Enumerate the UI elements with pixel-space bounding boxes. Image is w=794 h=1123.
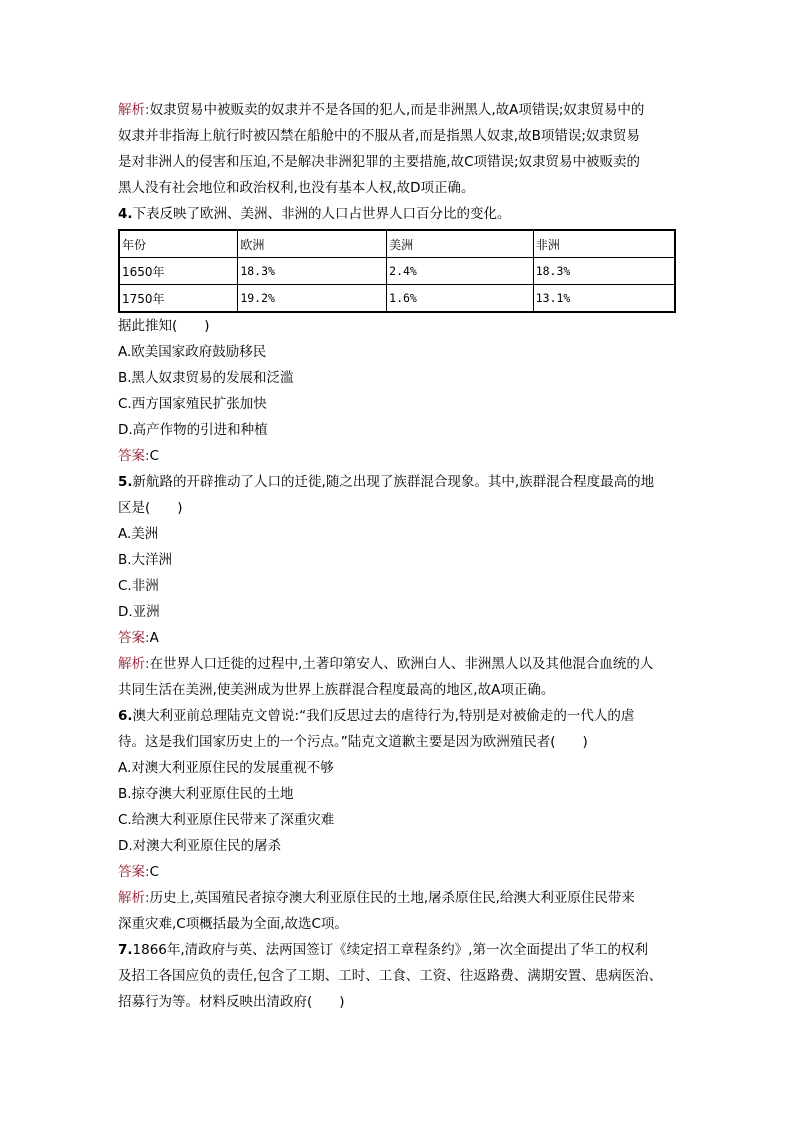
- explanation-line: 解析:历史上,英国殖民者掠夺澳大利亚原住民的土地,屠杀原住民,给澳大利亚原住民带来: [118, 890, 635, 906]
- option-c: C.给澳大利亚原住民带来了深重灾难: [118, 812, 335, 828]
- answer-line: [118, 859, 678, 885]
- option-b: B.掠夺澳大利亚原住民的土地: [118, 786, 294, 802]
- question-4-prompt: 据此推知( ): [118, 318, 210, 334]
- question-7-stem: 招募行为等。材料反映出清政府( ): [118, 994, 345, 1010]
- option-c: C.非洲: [118, 578, 159, 594]
- table-cell: 1750年: [119, 285, 238, 313]
- table-cell: 1650年: [119, 258, 238, 285]
- question-number: 7.: [118, 942, 133, 958]
- option-c: C.西方国家殖民扩张加快: [118, 396, 267, 412]
- question-5-stem: 5.新航路的开辟推动了人口的迁徙,随之出现了族群混合现象。其中,族群混合程度最高的地: [118, 474, 655, 490]
- question-4-stem: 4.下表反映了欧洲、美洲、非洲的人口占世界人口百分比的变化。: [118, 206, 511, 222]
- question-5-stem: 区是( ): [118, 500, 183, 516]
- answer-line: [118, 443, 678, 469]
- table-header: 非洲: [533, 230, 675, 258]
- explanation-line: 深重灾难,C项概括最为全面,故选C项。: [118, 916, 348, 932]
- question-number: 6.: [118, 708, 133, 724]
- answer-value: C: [149, 448, 159, 464]
- option-d: D.对澳大利亚原住民的屠杀: [118, 838, 282, 854]
- answer-label: 答案:: [118, 630, 150, 646]
- explanation-line: 共同生活在美洲,使美洲成为世界上族群混合程度最高的地区,故A项正确。: [118, 682, 555, 698]
- table-header-row: [119, 230, 675, 258]
- population-table: [118, 229, 676, 313]
- option-d: D.亚洲: [118, 604, 160, 620]
- question-number: 4.: [118, 206, 133, 222]
- option-a: A.对澳大利亚原住民的发展重视不够: [118, 760, 334, 776]
- explanation-line: 解析:奴隶贸易中被贩卖的奴隶并不是各国的犯人,而是非洲黑人,故A项错误;奴隶贸易中的: [118, 102, 645, 118]
- question-number: 5.: [118, 474, 133, 490]
- explanation-label: 解析:: [118, 890, 150, 906]
- question-7-stem: 7.1866年,清政府与英、法两国签订《续定招工章程条约》,第一次全面提出了华工的权利: [118, 942, 648, 958]
- explanation-line: 黑人没有社会地位和政治权利,也没有基本人权,故D项正确。: [118, 180, 475, 196]
- option-d: D.高产作物的引进和种植: [118, 422, 268, 438]
- answer-value: C: [149, 864, 159, 880]
- table-cell: 18.3%: [238, 258, 387, 285]
- option-a: A.欧美国家政府鼓励移民: [118, 344, 267, 360]
- option-b: B.大洋洲: [118, 552, 173, 568]
- table-header: 年份: [119, 230, 238, 258]
- answer-value: A: [149, 630, 159, 646]
- option-b: B.黑人奴隶贸易的发展和泛滥: [118, 370, 294, 386]
- question-6-stem: 待。这是我们国家历史上的一个污点。”陆克文道歉主要是因为欧洲殖民者( ): [118, 734, 588, 750]
- answer-line: [118, 625, 678, 651]
- question-6-stem: 6.澳大利亚前总理陆克文曾说:“我们反思过去的虐待行为,特别是对被偷走的一代人的虐: [118, 708, 635, 724]
- answer-label: 答案:: [118, 864, 150, 880]
- document-page: [118, 97, 678, 1015]
- table-cell: 19.2%: [238, 285, 387, 313]
- explanation-line: 是对非洲人的侵害和压迫,不是解决非洲犯罪的主要措施,故C项错误;奴隶贸易中被贩卖的: [118, 154, 641, 170]
- answer-label: 答案:: [118, 448, 150, 464]
- table-row: [119, 258, 675, 285]
- explanation-line: 解析:在世界人口迁徙的过程中,土著印第安人、欧洲白人、非洲黑人以及其他混合血统的人: [118, 656, 654, 672]
- table-row: [119, 285, 675, 313]
- table-cell: 18.3%: [533, 258, 675, 285]
- explanation-line: 奴隶并非指海上航行时被囚禁在船舱中的不服从者,而是指黑人奴隶,故B项错误;奴隶贸易: [118, 128, 640, 144]
- table-header: 美洲: [387, 230, 534, 258]
- explanation-label: 解析:: [118, 656, 150, 672]
- table-cell: 2.4%: [387, 258, 534, 285]
- option-a: A.美洲: [118, 526, 159, 542]
- table-header: 欧洲: [238, 230, 387, 258]
- question-7-stem: 及招工各国应负的责任,包含了工期、工时、工食、工资、往返路费、满期安置、患病医治、: [118, 968, 663, 984]
- table-cell: 1.6%: [387, 285, 534, 313]
- explanation-label: 解析:: [118, 102, 150, 118]
- table-cell: 13.1%: [533, 285, 675, 313]
